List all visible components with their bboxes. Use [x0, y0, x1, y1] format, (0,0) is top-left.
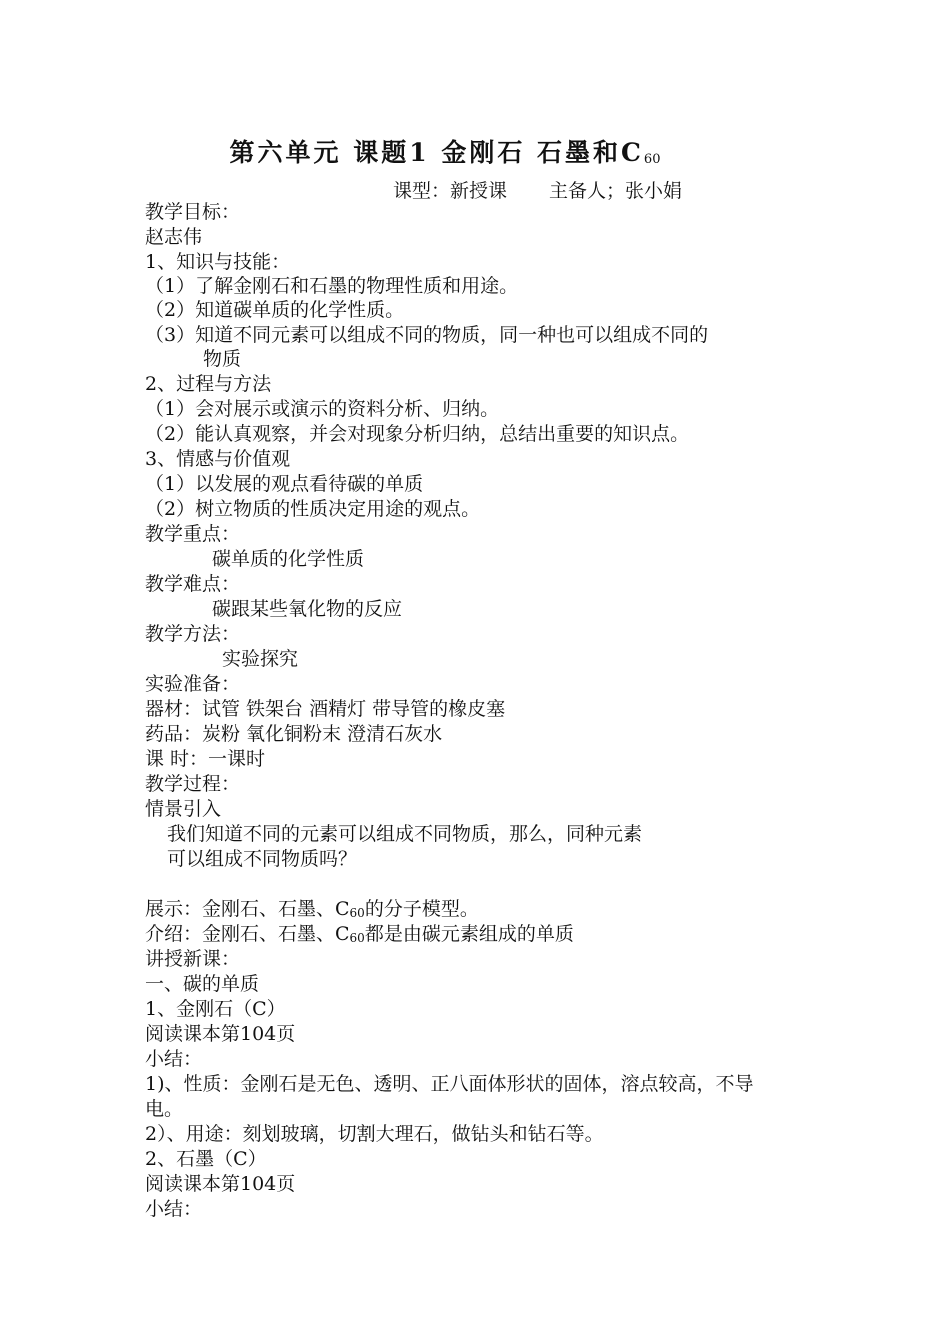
summary-heading: 小结： [145, 1198, 203, 1220]
display-line: 展示：金刚石、石墨、$C_{60}$的分子模型。 [145, 898, 479, 920]
key-point-text: 碳单质的化学性质 [212, 548, 365, 570]
goal-item: （2）树立物质的性质决定用途的观点。 [145, 498, 481, 520]
intro-text: 我们知道不同的元素可以组成不同物质，那么，同种元素 [167, 823, 643, 845]
goal-item-continued: 物质 [203, 348, 242, 370]
heading-key-points: 教学重点： [145, 523, 241, 545]
goal-item: （1）会对展示或演示的资料分析、归纳。 [145, 398, 500, 420]
goal-item: （1）了解金刚石和石墨的物理性质和用途。 [145, 275, 519, 297]
subsection-diamond: 1、金刚石（C） [145, 998, 286, 1020]
diamond-properties: 1)、性质：金刚石是无色、透明、正八面体形状的固体，溶点较高，不导 [145, 1073, 754, 1095]
intro-text-continued: 可以组成不同物质吗？ [167, 848, 358, 870]
preparer: 主备人；张小娟 [549, 180, 683, 202]
heading-process: 教学过程： [145, 773, 241, 795]
class-hours-line: 课 时：一课时 [145, 748, 266, 770]
heading-teaching-goals: 教学目标： [145, 201, 241, 223]
section-carbon-elements: 一、碳的单质 [145, 973, 260, 995]
equipment-line: 器材：试管 铁架台 酒精灯 带导管的橡皮塞 [145, 698, 506, 720]
lesson-type: 课型：新授课 [393, 180, 508, 202]
heading-method: 教学方法： [145, 623, 241, 645]
reading-line: 阅读课本第104页 [145, 1173, 296, 1195]
diamond-properties-continued: 电。 [145, 1098, 184, 1120]
heading-scene-intro: 情景引入 [145, 798, 222, 820]
subsection-graphite: 2、石墨（C） [145, 1148, 267, 1170]
goal-knowledge-heading: 1、知识与技能： [145, 251, 291, 273]
chemicals-line: 药品：炭粉 氧化铜粉末 澄清石灰水 [145, 723, 443, 745]
teacher-name: 赵志伟 [145, 226, 203, 248]
goal-process-heading: 2、过程与方法 [145, 373, 272, 395]
document-title: 第六单元 课题1 金刚石 石墨和$C_{60}$ [229, 138, 661, 167]
heading-difficulties: 教学难点： [145, 573, 241, 595]
heading-new-lesson: 讲授新课： [145, 948, 241, 970]
diamond-uses: 2）、用途：刻划玻璃，切割大理石，做钻头和钻石等。 [145, 1123, 604, 1145]
goal-item: （2）能认真观察，并会对现象分析归纳，总结出重要的知识点。 [145, 423, 690, 445]
difficulty-text: 碳跟某些氧化物的反应 [212, 598, 403, 620]
goal-values-heading: 3、情感与价值观 [145, 448, 291, 470]
lesson-meta [393, 176, 682, 203]
method-text: 实验探究 [222, 648, 299, 670]
goal-item: （1）以发展的观点看待碳的单质 [145, 473, 424, 495]
reading-line: 阅读课本第104页 [145, 1023, 296, 1045]
heading-experiment-prep: 实验准备： [145, 673, 241, 695]
goal-item: （2）知道碳单质的化学性质。 [145, 299, 405, 321]
goal-item: （3）知道不同元素可以组成不同的物质，同一种也可以组成不同的 [145, 324, 709, 346]
introduce-line: 介绍：金刚石、石墨、$C_{60}$都是由碳元素组成的单质 [145, 923, 574, 945]
summary-heading: 小结： [145, 1048, 203, 1070]
